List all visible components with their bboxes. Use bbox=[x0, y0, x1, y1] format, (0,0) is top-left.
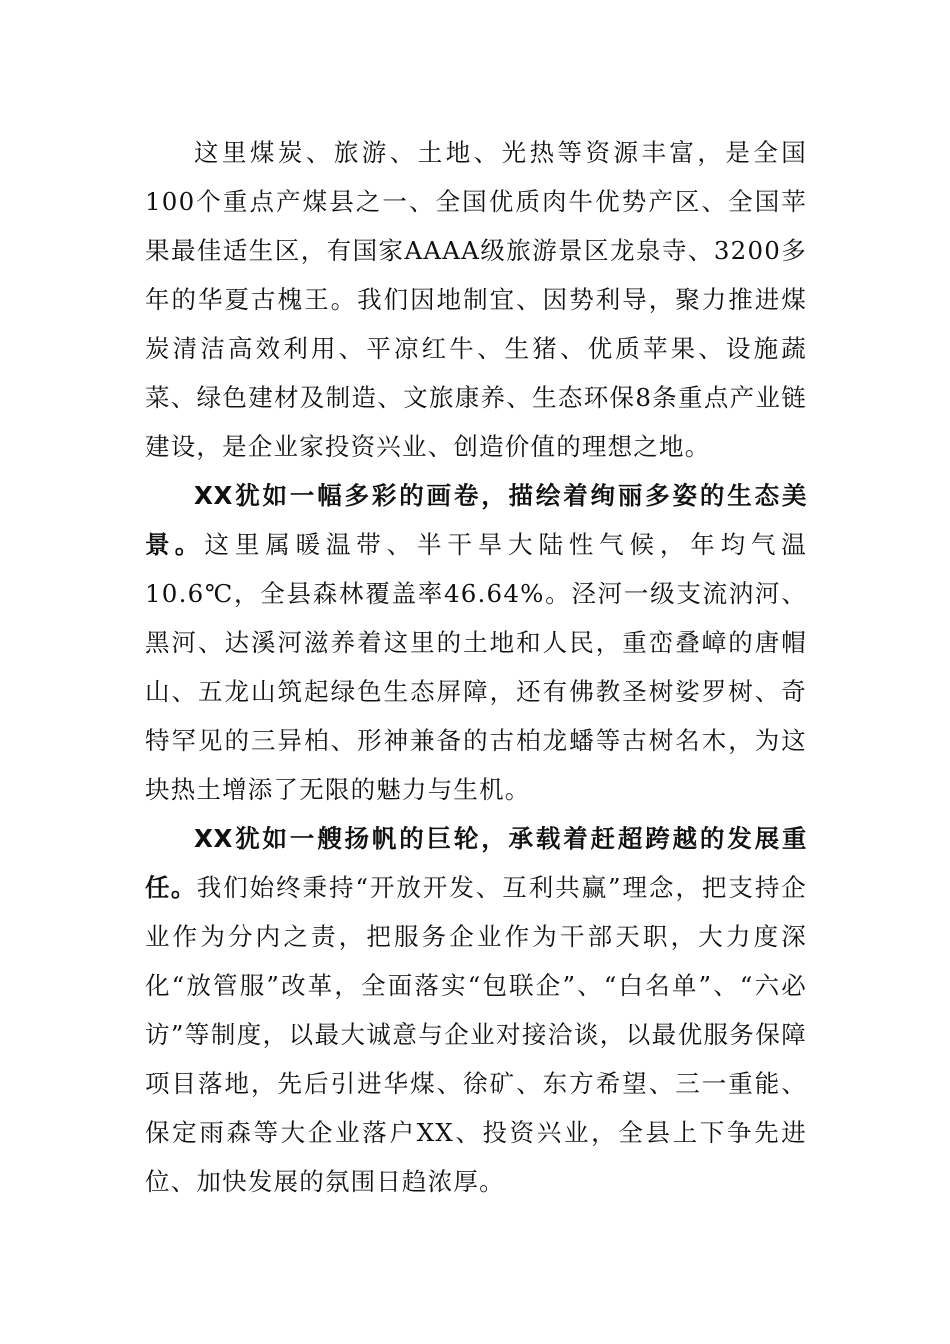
paragraph-text: 我们始终秉持“开放开发、互利共赢”理念，把支持企业作为分内之责，把服务企业作为干部天职，大力度深化“放管服”改革，全面落实“包联企”、“白名单”、“六必访”等制度，以最大诚意与企业对接洽谈，以最优服务保障项目落地，先后引进华煤、徐矿、东方希望、三一重能、保定雨森等大企业落户XX、投资兴业，全县上下争先进位、加快发展的氛围日趋浓厚。 bbox=[145, 873, 807, 1196]
paragraph-lead: XX犹如一艘扬帆的巨轮，承载着赶超跨越的发展重任。 bbox=[145, 824, 807, 902]
paragraph-lead: XX犹如一幅多彩的画卷，描绘着绚丽多姿的生态美景。 bbox=[145, 481, 807, 559]
paragraph-text: 这里煤炭、旅游、土地、光热等资源丰富，是全国100个重点产煤县之一、全国优质肉牛优势产区、全国苹果最佳适生区，有国家AAAA级旅游景区龙泉寺、3200多年的华夏古槐王。我们因地制宜、因势利导，聚力推进煤炭清洁高效利用、平凉红牛、生猪、优质苹果、设施蔬菜、绿色建材及制造、文旅康养、生态环保8条重点产业链建设，是企业家投资兴业、创造价值的理想之地。 bbox=[145, 138, 807, 461]
paragraph-ecology bbox=[145, 471, 807, 814]
document-body bbox=[145, 128, 807, 1206]
paragraph-development bbox=[145, 814, 807, 1206]
paragraph-text: 这里属暖温带、半干旱大陆性气候，年均气温10.6℃，全县森林覆盖率46.64%。泾河一级支流汭河、黑河、达溪河滋养着这里的土地和人民，重峦叠嶂的唐帽山、五龙山筑起绿色生态屏障，还有佛教圣树娑罗树、奇特罕见的三异柏、形神兼备的古柏龙蟠等古树名木，为这块热土增添了无限的魅力与生机。 bbox=[145, 530, 807, 804]
paragraph-resources bbox=[145, 128, 807, 471]
